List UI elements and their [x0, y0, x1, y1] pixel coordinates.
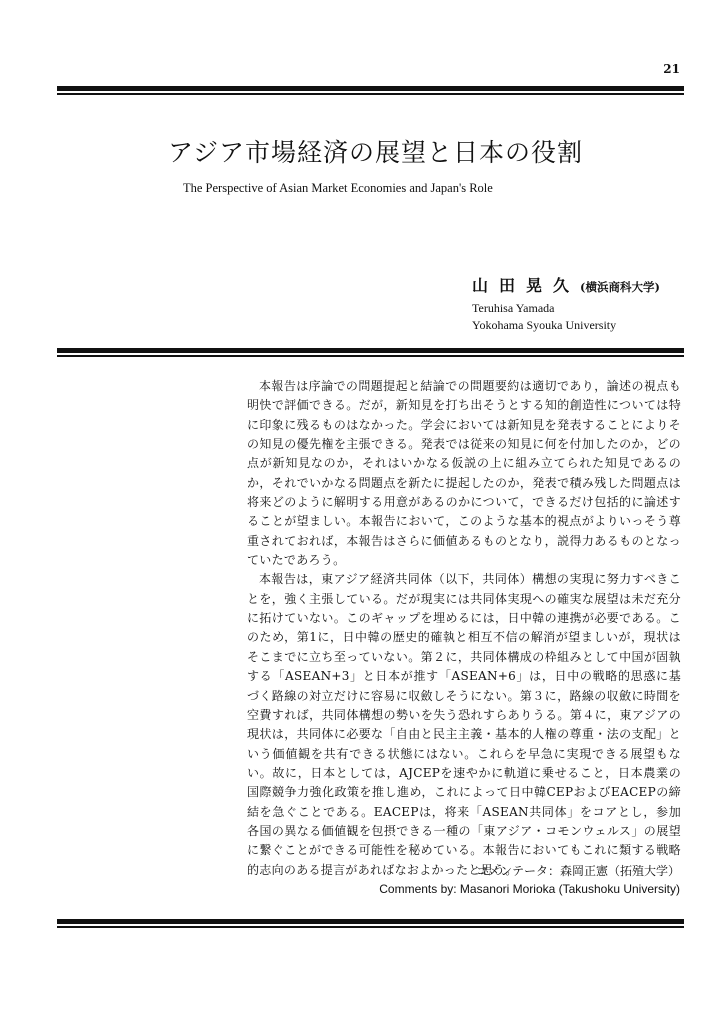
body-paragraph-2: 本報告は，東アジア経済共同体（以下，共同体）構想の実現に努力すべきことを，強く主張している。だが現実には共同体実現への確実な展望は未だ充分に拓けていない。このギャップを埋めるには，日中韓の連携が必要である。このため，第1に，日中韓の歴史的確執と相互不信の解消が望ましいが，現状はそこまでに立ち至っていない。第２に，共同体構成の枠組みとして中国が固執する「ASEAN+3」と日本が推す「ASEAN+6」は，日中の戦略的思惑に基づく路線の対立だけに容易に収斂しそうにない。第３に，路線の収斂に時間を空費すれば，共同体構想の勢いを失う恐れすらありうる。第４に，東アジアの現状は，共同体に必要な「自由と民主主義・基本的人権の尊重・法の支配」という価値観を共有できる状態にはない。これらを早急に実現できる展望もない。故に，日本としては，AJCEPを速やかに軌道に乗せること，日本農業の国際競争力強化政策を推し進め，これによって日中韓CEPおよびEACEPの締結を急ぐことである。EACEPは，将来「ASEAN共同体」をコアとし，参加各国の異なる価値観を包摂できる一種の「東アジア・コモンウェルス」の展望に繋ぐことができる可能性を秘めている。本報告においてもこれに類する戦略的志向のある提言があればなおよかったと思う。: [247, 572, 681, 877]
top-rule: [57, 86, 684, 96]
bottom-rule: [57, 919, 684, 929]
comment-body: [247, 377, 681, 880]
commentator-jp: コメンテータ：森岡正憲（拓殖大学）: [475, 864, 680, 878]
author-jp-line: [472, 276, 687, 297]
author-block: [472, 276, 687, 334]
author-name-jp: 山田晃久: [472, 276, 581, 295]
author-affiliation-en: Yokohama Syouka University: [472, 318, 617, 332]
paper-title-en: The Perspective of Asian Market Economies and Japan's Role: [183, 181, 493, 195]
middle-rule: [57, 348, 684, 358]
author-name-en: Teruhisa Yamada: [472, 301, 555, 315]
commentator-en: Comments by: Masanori Morioka (Takushoku University): [379, 882, 680, 896]
author-affiliation-jp: (横浜商科大学): [580, 280, 660, 294]
body-paragraph-1: 本報告は序論での問題提起と結論での問題要約は適切であり，論述の視点も明快で評価できる。だが，新知見を打ち出そうとする知的創造性については特に印象に残るものはなかった。学会においては新知見を発表することによりその知見の優先権を主張できる。発表では従来の知見に何を付加したのか，どの点が新知見なのか，それはいかなる仮説の上に組み立てられた知見であるのか，それでいかなる問題点を新たに提起したのか，発表で積み残した問題点は将来どのように解明する用意があるのかについて，できるだけ包括的に論述することが望ましい。本報告において，このような基本的視点がよりいっそう尊重されておれば，本報告はさらに価値あるものとなり，説得力あるものとなっていたであろう。: [247, 379, 681, 568]
page-number: 21: [663, 62, 680, 76]
paper-title-jp: アジア市場経済の展望と日本の役割: [168, 138, 584, 167]
